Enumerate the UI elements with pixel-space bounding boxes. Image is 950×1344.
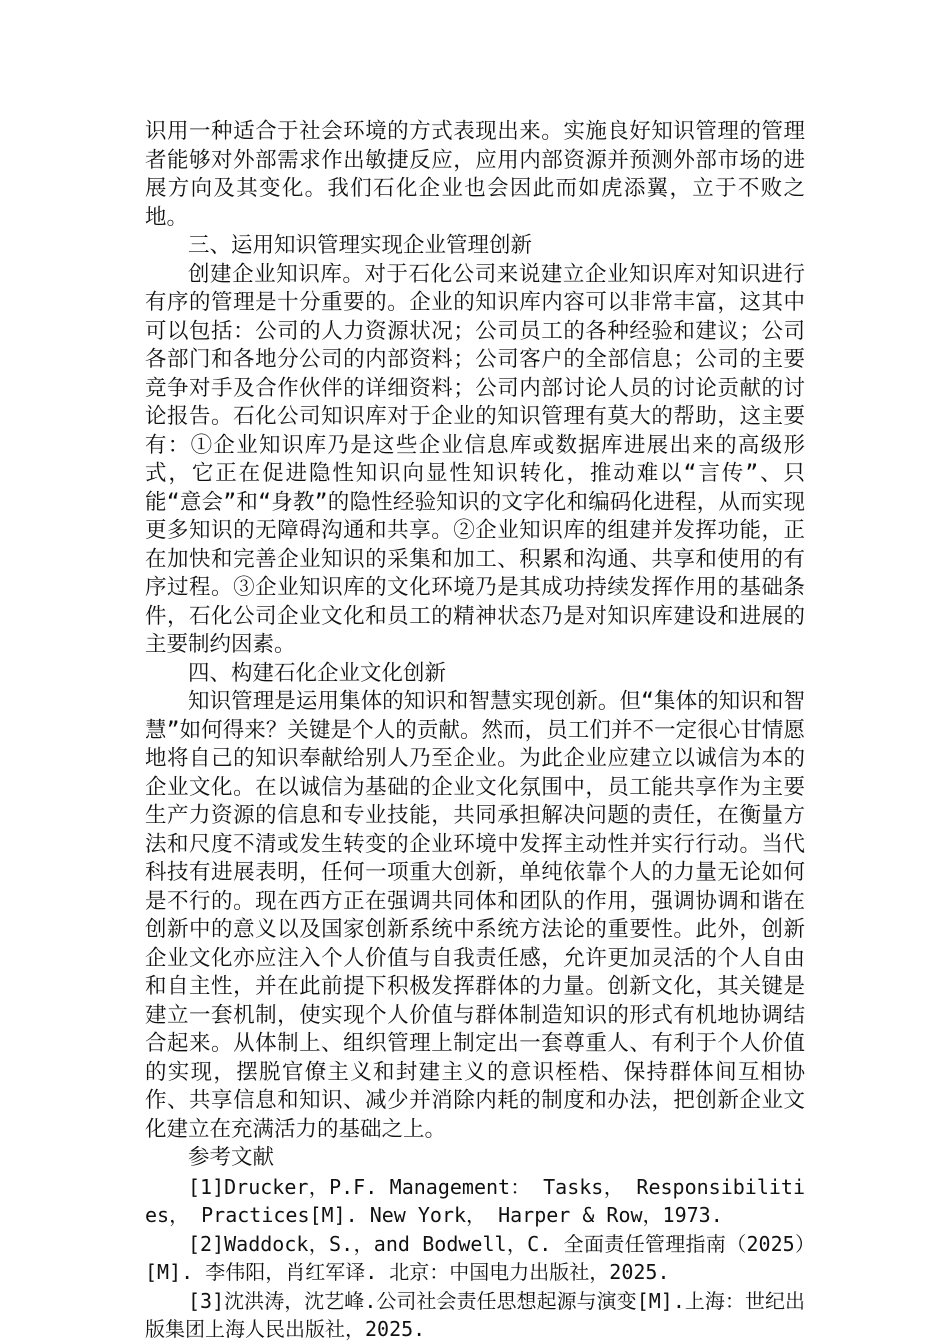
references-heading: 参考文献 <box>188 1145 275 1170</box>
section-heading-3: 三、运用知识管理实现企业管理创新 <box>188 233 533 258</box>
paragraph-culture-innovation: 知识管理是运用集体的知识和智慧实现创新。但“集体的知识和智慧”如何得来？关键是个人的贡献。然而，员工们并不一定很心甘情愿地将自己的知识奉献给别人乃至企业。为此企业应建立以诚信为本的企业文化。在以诚信为基础的企业文化氛围中，员工能共享作为主要生产力资源的信息和专业技能，共同承担解决问题的责任，在衡量方法和尺度不清或发生转变的企业环境中发挥主动性并实行行动。当代科技有进展表明，任何一项重大创新，单纯依靠个人的力量无论如何是不行的。现在西方正在强调共同体和团队的作用，强调协调和谐在创新中的意义以及国家创新系统中系统方法论的重要性。此外，创新企业文化亦应注入个人价值与自我责任感，允许更加灵活的个人自由和自主性，并在此前提下积极发挥群体的力量。创新文化，其关键是建立一套机制，使实现个人价值与群体制造知识的形式有机地协调结合起来。从体制上、组织管理上制定出一套尊重人、有利于个人价值的实现，摆脱官僚主义和封建主义的意识桎梏、保持群体间互相协作、共享信息和知识、减少并消除内耗的制度和办法，把创新企业文化建立在充满活力的基础之上。 <box>145 689 805 1142</box>
reference-2: [2]Waddock，S.，and Bodwell，C. 全面责任管理指南（2025）[M]. 李伟阳，肖红军译. 北京：中国电力出版社，2025. <box>145 1231 805 1284</box>
paragraph-continuation: 识用一种适合于社会环境的方式表现出来。实施良好知识管理的管理者能够对外部需求作出敏捷反应，应用内部资源并预测外部市场的进展方向及其变化。我们石化企业也会因此而如虎添翼，立于不败之地。 <box>145 119 805 230</box>
document-body <box>145 118 805 1344</box>
reference-3: [3]沈洪涛，沈艺峰.公司社会责任思想起源与演变[M].上海：世纪出版集团上海人民出版社，2025. <box>145 1288 805 1341</box>
reference-1: [1]Drucker，P.F. Management： Tasks， Responsibilities， Practices[M]. New York， Harper & Row，1973. <box>145 1174 805 1227</box>
paragraph-knowledge-base: 创建企业知识库。对于石化公司来说建立企业知识库对知识进行有序的管理是十分重要的。企业的知识库内容可以非常丰富，这其中可以包括：公司的人力资源状况；公司员工的各种经验和建议；公司各部门和各地分公司的内部资料；公司客户的全部信息；公司的主要竞争对手及合作伙伴的详细资料；公司内部讨论人员的讨论贡献的讨论报告。石化公司知识库对于企业的知识管理有莫大的帮助，这主要有：①企业知识库乃是这些企业信息库或数据库进展出来的高级形式，它正在促进隐性知识向显性知识转化，推动难以“言传”、只能“意会”和“身教”的隐性经验知识的文字化和编码化进程，从而实现更多知识的无障碍沟通和共享。②企业知识库的组建并发挥功能，正在加快和完善企业知识的采集和加工、积累和沟通、共享和使用的有序过程。③企业知识库的文化环境乃是其成功持续发挥作用的基础条件，石化公司企业文化和员工的精神状态乃是对知识库建设和进展的主要制约因素。 <box>145 261 805 657</box>
section-heading-4: 四、构建石化企业文化创新 <box>188 660 447 686</box>
